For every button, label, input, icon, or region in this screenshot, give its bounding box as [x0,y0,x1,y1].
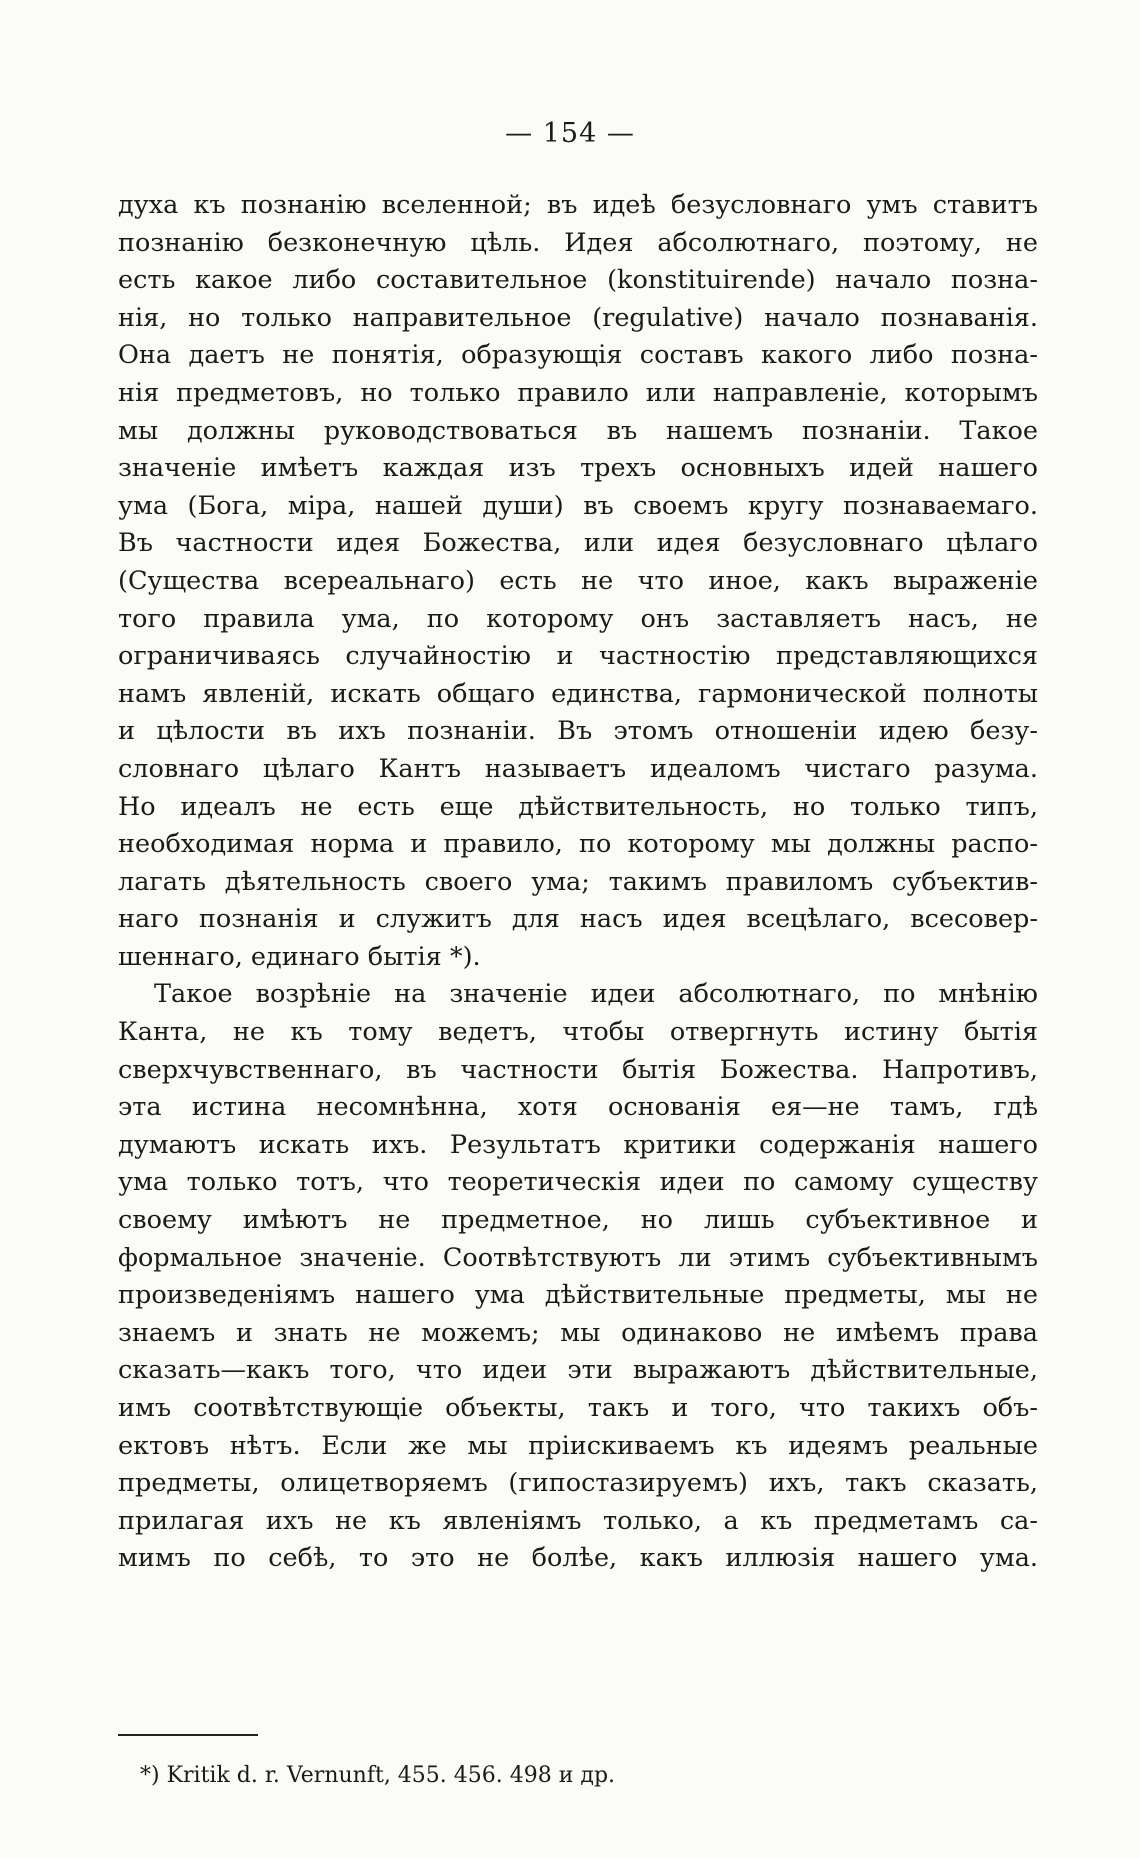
text-line: познанію безконечную цѣль. Идея абсолютнаго, поэтому, не [118,227,1038,258]
text-line: Но идеалъ не есть еще дѣйствительность, но только типъ, [118,791,1038,822]
text-line: Канта, не къ тому ведетъ, чтобы отвергнуть истину бытія [118,1017,1038,1048]
paragraph-2 [118,976,1038,1578]
text-line: (Существа всереальнаго) есть не что иное, какъ выраженіе [118,565,1038,596]
body-text [118,187,1038,1578]
text-line: прилагая ихъ не къ явленіямъ только, а къ предметамъ са- [118,1505,1038,1536]
text-line: Она даетъ не понятія, образующія составъ какого либо позна- [118,340,1038,371]
text-line: наго познанія и служитъ для насъ идея всецѣлаго, всесовер- [118,904,1038,935]
paragraph-1 [118,187,1038,976]
text-line: намъ явленій, искать общаго единства, гармонической полноты [118,678,1038,709]
text-line: мимъ по себѣ, то это не болѣе, какъ иллюзія нашего ума. [118,1543,1038,1574]
text-line: сказать—какъ того, что идеи эти выражаютъ дѣйствительные, [118,1355,1038,1386]
page-number: — 154 — [505,118,635,149]
text-line: эта истина несомнѣнна, хотя основанія ея—не тамъ, гдѣ [118,1092,1038,1123]
text-line: Такое возрѣніе на значеніе идеи абсолютнаго, по мнѣнію [154,979,1038,1010]
text-line: того правила ума, по которому онъ заставляетъ насъ, не [118,603,1038,634]
text-line: своему имѣютъ не предметное, но лишь субъективное и [118,1205,1038,1236]
text-line: шеннаго, единаго бытія *). [118,941,481,972]
text-line: мы должны руководствоваться въ нашемъ познаніи. Такое [118,415,1038,446]
text-line: ума (Бога, міра, нашей души) въ своемъ кругу познаваемаго. [118,490,1038,521]
text-line: ектовъ нѣтъ. Если же мы пріискиваемъ къ идеямъ реальные [118,1430,1038,1461]
text-line: думаютъ искать ихъ. Результатъ критики содержанія нашего [118,1129,1038,1160]
text-line: есть какое либо составительное (konstituirende) начало позна- [118,265,1038,296]
text-line: и цѣлости въ ихъ познаніи. Въ этомъ отношеніи идею безу- [118,716,1038,747]
footnote-divider [118,1734,258,1736]
text-line: произведеніямъ нашего ума дѣйствительные предметы, мы не [118,1280,1038,1311]
text-line: лагать дѣятельность своего ума; такимъ правиломъ субъектив- [118,866,1038,897]
text-line: предметы, олицетворяемъ (гипостазируемъ) ихъ, такъ сказать, [118,1468,1038,1499]
text-line: нія предметовъ, но только правило или направленіе, которымъ [118,377,1038,408]
text-line: нія, но только направительное (regulative) начало познаванія. [118,302,1038,333]
text-line: знаемъ и знать не можемъ; мы одинаково не имѣемъ права [118,1317,1038,1348]
text-line: духа къ познанію вселенной; въ идеѣ безусловнаго умъ ставитъ [118,190,1038,220]
text-line: ума только тотъ, что теоретическія идеи по самому существу [118,1167,1038,1198]
text-line: ограничиваясь случайностію и частностію представляющихся [118,641,1038,672]
text-line: значеніе имѣетъ каждая изъ трехъ основныхъ идей нашего [118,453,1038,484]
text-line: формальное значеніе. Соотвѣтствуютъ ли этимъ субъективнымъ [118,1242,1038,1273]
footnote: *) Kritik d. r. Vernunft, 455. 456. 498 и др. [140,1763,616,1788]
text-line: сверхчувственнаго, въ частности бытія Божества. Напротивъ, [118,1054,1038,1085]
text-line: словнаго цѣлаго Кантъ называетъ идеаломъ чистаго разума. [118,753,1038,784]
text-line: имъ соотвѣтствующіе объекты, такъ и того, что такихъ объ- [118,1393,1038,1423]
text-line: Въ частности идея Божества, или идея безусловнаго цѣлаго [118,528,1038,559]
text-line: необходимая норма и правило, по которому мы должны распо- [118,829,1038,860]
